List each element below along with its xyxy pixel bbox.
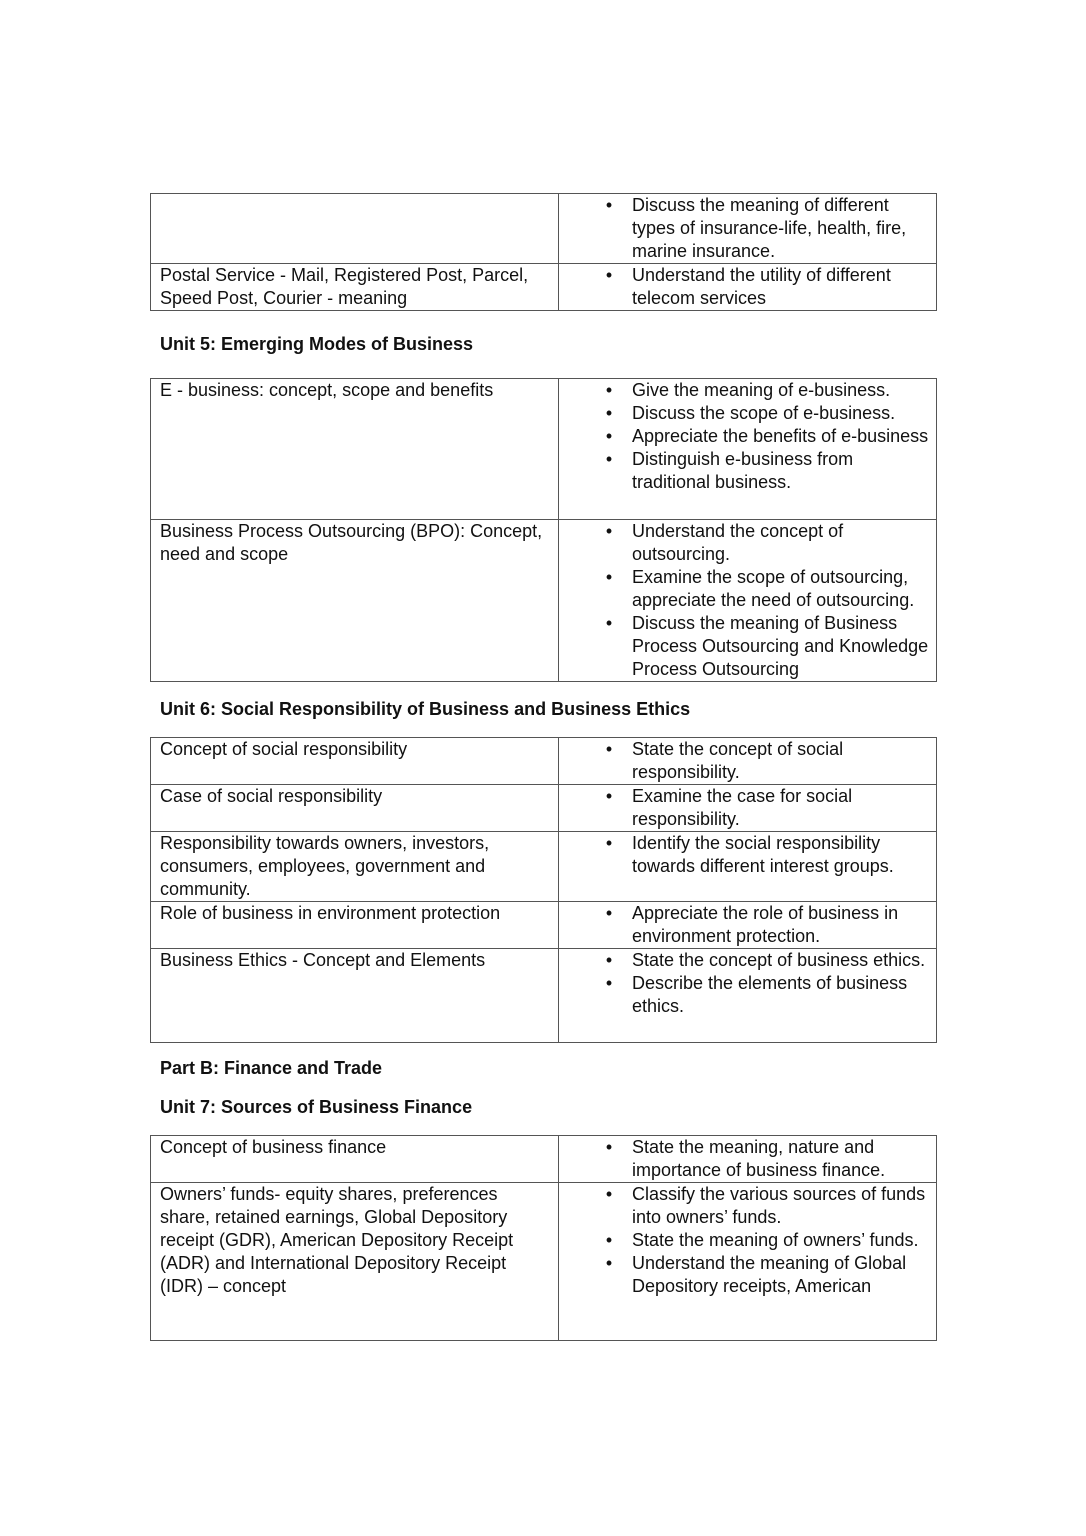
objectives-cell: [559, 379, 937, 520]
bullet-icon: •: [605, 613, 613, 633]
unit7-table-block: [150, 1135, 937, 1341]
bullet-icon: •: [605, 426, 613, 446]
bullet-icon: •: [605, 950, 613, 970]
syllabus-table-unit7: [150, 1135, 937, 1341]
objective-item: • Appreciate the benefits of e-business: [559, 425, 936, 448]
objectives-cell: [559, 1183, 937, 1341]
topic-cell: Case of social responsibility: [151, 785, 559, 832]
objective-item: • State the concept of social responsibility.: [559, 738, 936, 784]
objective-item: • Classify the various sources of funds into owners’ funds.: [559, 1183, 936, 1229]
bullet-icon: •: [605, 973, 613, 993]
bullet-icon: •: [605, 739, 613, 759]
objectives-cell: [559, 785, 937, 832]
table-row: [151, 379, 937, 520]
unit6-table-block: [150, 737, 937, 1043]
objectives-cell: [559, 1136, 937, 1183]
objective-item: • Discuss the meaning of different types of insurance-life, health, fire, marine insurance.: [559, 194, 936, 263]
objectives-cell: [559, 738, 937, 785]
topic-cell: Business Process Outsourcing (BPO): Concept, need and scope: [151, 520, 559, 682]
objectives-cell: [559, 949, 937, 1043]
table-row: [151, 194, 937, 264]
objective-item: • State the concept of business ethics.: [559, 949, 936, 972]
continued-table-block: [150, 193, 937, 311]
bullet-icon: •: [605, 1137, 613, 1157]
objective-item: • Discuss the meaning of Business Process Outsourcing and Knowledge Process Outsourcing: [559, 612, 936, 681]
table-row: [151, 1136, 937, 1183]
topic-cell: Concept of business finance: [151, 1136, 559, 1183]
bullet-icon: •: [605, 380, 613, 400]
bullet-icon: •: [605, 567, 613, 587]
syllabus-table-unit5: [150, 378, 937, 682]
topic-cell: [151, 194, 559, 264]
objectives-cell: [559, 902, 937, 949]
objectives-cell: [559, 264, 937, 311]
bullet-icon: •: [605, 1253, 613, 1273]
objective-item: • Discuss the scope of e-business.: [559, 402, 936, 425]
table-row: [151, 785, 937, 832]
bullet-icon: •: [605, 1184, 613, 1204]
objectives-cell: [559, 520, 937, 682]
objective-item: • Describe the elements of business ethics.: [559, 972, 936, 1018]
bullet-icon: •: [605, 786, 613, 806]
topic-cell: Role of business in environment protection: [151, 902, 559, 949]
topic-cell: E - business: concept, scope and benefits: [151, 379, 559, 520]
bullet-icon: •: [605, 521, 613, 541]
topic-cell: Postal Service - Mail, Registered Post, Parcel, Speed Post, Courier - meaning: [151, 264, 559, 311]
table-row: [151, 902, 937, 949]
syllabus-table-continued: [150, 193, 937, 311]
objective-item: • Give the meaning of e-business.: [559, 379, 936, 402]
table-row: [151, 264, 937, 311]
bullet-icon: •: [605, 195, 613, 215]
unit7-heading: Unit 7: Sources of Business Finance: [160, 1097, 473, 1117]
bullet-icon: •: [605, 403, 613, 423]
objective-item: • Understand the utility of different telecom services: [559, 264, 936, 310]
objective-item: • Examine the scope of outsourcing, appreciate the need of outsourcing.: [559, 566, 936, 612]
objective-item: • State the meaning, nature and importance of business finance.: [559, 1136, 936, 1182]
topic-cell: Owners’ funds- equity shares, preferences share, retained earnings, Global Depository receipt (GDR), American Depository Receipt (ADR) and International Depository Receipt (IDR) – concept: [151, 1183, 559, 1341]
objective-item: • Identify the social responsibility towards different interest groups.: [559, 832, 936, 878]
objective-item: • Understand the concept of outsourcing.: [559, 520, 936, 566]
objective-item: • Understand the meaning of Global Depository receipts, American: [559, 1252, 936, 1298]
bullet-icon: •: [605, 1230, 613, 1250]
table-row: [151, 738, 937, 785]
table-row: [151, 949, 937, 1043]
objective-item: • State the meaning of owners’ funds.: [559, 1229, 936, 1252]
unit5-heading: Unit 5: Emerging Modes of Business: [160, 334, 474, 354]
objective-item: • Appreciate the role of business in environment protection.: [559, 902, 936, 948]
unit5-table-block: [150, 378, 937, 682]
bullet-icon: •: [605, 833, 613, 853]
bullet-icon: •: [605, 265, 613, 285]
table-row: [151, 1183, 937, 1341]
table-row: [151, 520, 937, 682]
objectives-cell: [559, 832, 937, 902]
topic-cell: Business Ethics - Concept and Elements: [151, 949, 559, 1043]
syllabus-table-unit6: [150, 737, 937, 1043]
unit6-heading: Unit 6: Social Responsibility of Business and Business Ethics: [160, 699, 691, 719]
objectives-cell: [559, 194, 937, 264]
objective-item: • Distinguish e-business from traditional business.: [559, 448, 936, 494]
partb-heading: Part B: Finance and Trade: [160, 1058, 383, 1078]
objective-item: • Examine the case for social responsibility.: [559, 785, 936, 831]
topic-cell: Responsibility towards owners, investors, consumers, employees, government and community.: [151, 832, 559, 902]
bullet-icon: •: [605, 903, 613, 923]
table-row: [151, 832, 937, 902]
topic-cell: Concept of social responsibility: [151, 738, 559, 785]
bullet-icon: •: [605, 449, 613, 469]
